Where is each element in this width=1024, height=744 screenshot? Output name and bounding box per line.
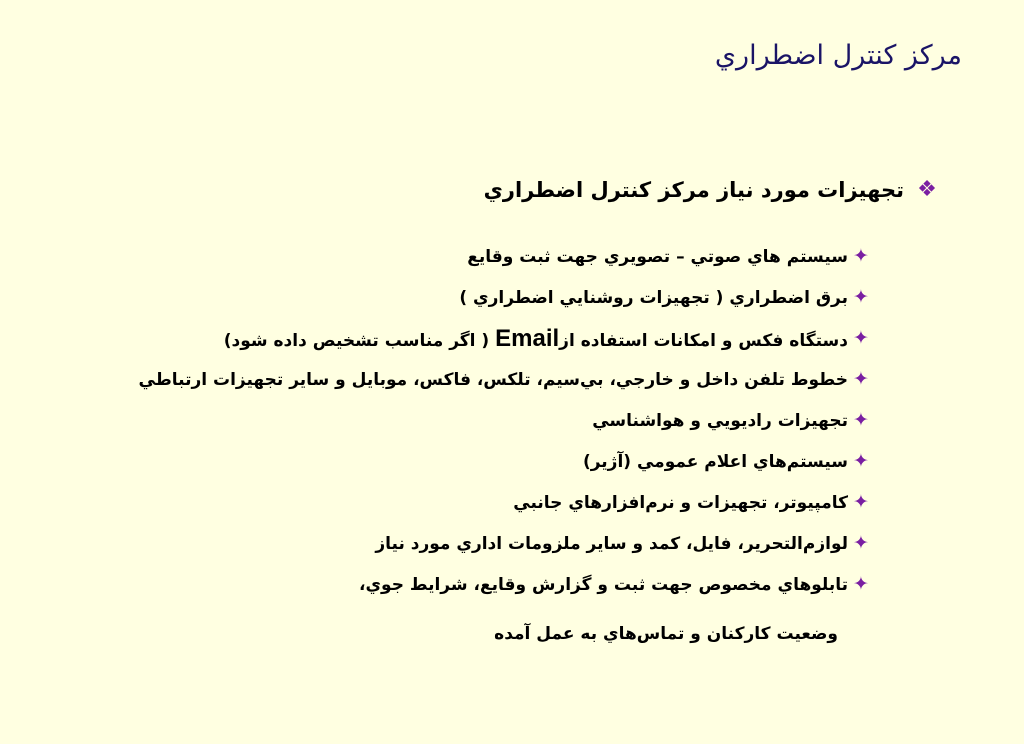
list-item-text: تابلوهاي مخصوص جهت ثبت و گزارش وقايع، شرايط جوي، (359, 574, 848, 595)
star-bullet-icon: ✦ (853, 532, 869, 554)
star-bullet-icon: ✦ (853, 245, 869, 267)
list-item-text: برق اضطراري ( تجهيزات روشنايي اضطراري ) (459, 287, 848, 308)
list-item-text: سيستم‌هاي اعلام عمومي (آژير) (582, 451, 848, 472)
star-bullet-icon: ✦ (853, 573, 869, 595)
list-item-text: خطوط تلفن داخل و خارجي، بي‌سيم، تلكس، فاكس، موبايل و ساير تجهيزات ارتباطي (138, 369, 848, 390)
star-bullet-icon: ✦ (853, 491, 869, 513)
main-bullet-text: تجهيزات مورد نياز مركز كنترل اضطراري (483, 178, 904, 202)
list-item (134, 277, 874, 318)
equipment-list (134, 236, 874, 605)
list-item (134, 318, 874, 359)
star-bullet-icon: ✦ (853, 286, 869, 308)
list-item-text (224, 325, 848, 353)
diamond-bullet-icon: ❖ (917, 177, 937, 202)
list-item (134, 236, 874, 277)
list-item (134, 564, 874, 605)
list-item-text: سيستم هاي صوتي – تصويري جهت ثبت وقايع (467, 246, 848, 267)
list-item-text-after: ( اگر مناسب تشخيص داده شود) (223, 330, 496, 351)
star-bullet-icon: ✦ (853, 368, 869, 390)
list-item-continuation: وضعيت كاركنان و تماس‌هاي به عمل آمده (494, 624, 838, 644)
list-item (134, 400, 874, 441)
list-item (134, 482, 874, 523)
star-bullet-icon: ✦ (853, 450, 869, 472)
main-bullet (484, 178, 942, 202)
star-bullet-icon: ✦ (853, 409, 869, 431)
list-item-text: كامپيوتر، تجهيزات و نرم‌افزارهاي جانبي (513, 492, 848, 513)
list-item (134, 359, 874, 400)
list-item-text-before: دستگاه فكس و امكانات استفاده از (559, 330, 848, 351)
star-bullet-icon: ✦ (853, 327, 869, 349)
list-item (134, 523, 874, 564)
list-item-text: تجهيزات راديويي و هواشناسي (592, 410, 848, 431)
email-emphasis: Email (495, 324, 560, 352)
list-item-text: لوازم‌التحرير، فايل، كمد و ساير ملزومات اداري مورد نياز (375, 533, 848, 554)
slide-title: مركز كنترل اضطراري (714, 40, 962, 71)
list-item (134, 441, 874, 482)
